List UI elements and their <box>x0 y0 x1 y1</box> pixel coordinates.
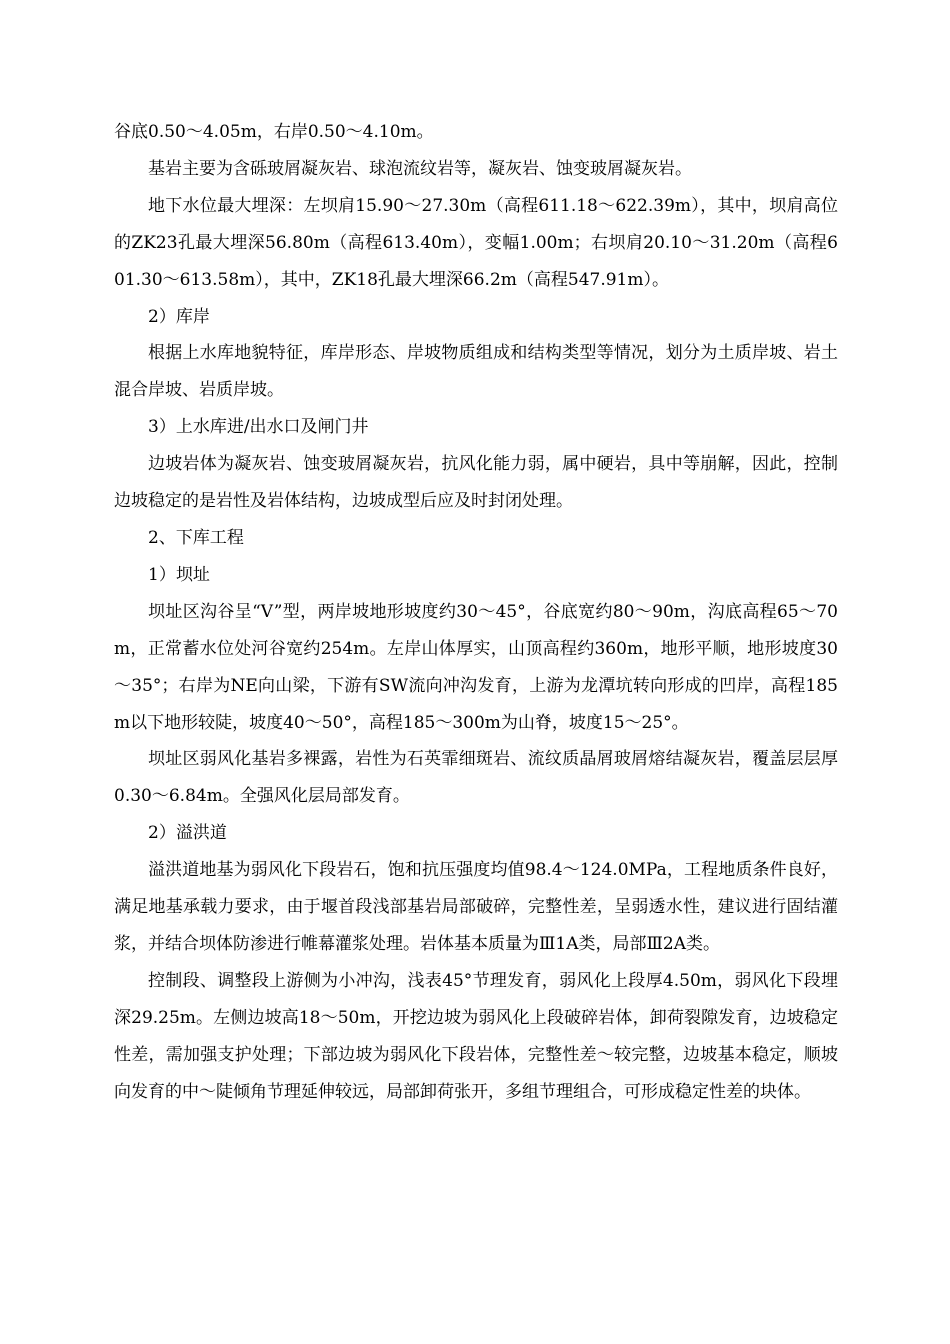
paragraph-5: 边坡岩体为凝灰岩、蚀变玻屑凝灰岩，抗风化能力弱，属中硬岩，具中等崩解，因此，控制边坡稳定的是岩性及岩体结构，边坡成型后应及时封闭处理。 <box>114 454 838 512</box>
paragraph-9: 控制段、调整段上游侧为小冲沟，浅表45°节理发育，弱风化上段厚4.50m，弱风化下段埋深29.25m。左侧边坡高18～50m，开挖边坡为弱风化上段破碎岩体，卸荷裂隙发育，边坡稳定性差，需加强支护处理；下部边坡为弱风化下段岩体，完整性差～较完整，边坡基本稳定，顺坡向发育的中～陡倾角节理延伸较远，局部卸荷张开，多组节理组合，可形成稳定性差的块体。 <box>114 970 838 1102</box>
paragraph-1: 谷底0.50～4.05m，右岸0.50～4.10m。 <box>114 122 434 142</box>
paragraph-3: 地下水位最大埋深：左坝肩15.90～27.30m（高程611.18～622.39m），其中，坝肩高位的ZK23孔最大埋深56.80m（高程613.40m），变幅1.00m；右坝肩20.10～31.20m（高程601.30～613.58m），其中，ZK18孔最大埋深66.2m（高程547.91m）。 <box>114 195 838 290</box>
section-heading-dam-site: 1）坝址 <box>148 564 210 585</box>
section-heading-reservoir-bank: 2）库岸 <box>148 306 210 327</box>
section-heading-intake-outlet: 3）上水库进/出水口及闸门井 <box>148 417 369 438</box>
paragraph-8: 溢洪道地基为弱风化下段岩石，饱和抗压强度均值98.4～124.0MPa，工程地质条件良好，满足地基承载力要求，由于堰首段浅部基岩局部破碎，完整性差，呈弱透水性，建议进行固结灌浆，并结合坝体防渗进行帷幕灌浆处理。岩体基本质量为Ⅲ1A类，局部Ⅲ2A类。 <box>114 860 838 954</box>
document-body <box>114 114 838 1110</box>
section-heading-lower-reservoir: 2、下库工程 <box>148 527 244 548</box>
paragraph-4: 根据上水库地貌特征，库岸形态、岸坡物质组成和结构类型等情况，划分为土质岸坡、岩土混合岸坡、岩质岸坡。 <box>114 343 838 401</box>
paragraph-7: 坝址区弱风化基岩多裸露，岩性为石英霏细斑岩、流纹质晶屑玻屑熔结凝灰岩，覆盖层层厚0.30～6.84m。全强风化层局部发育。 <box>114 749 838 807</box>
paragraph-2: 基岩主要为含砾玻屑凝灰岩、球泡流纹岩等，凝灰岩、蚀变玻屑凝灰岩。 <box>148 158 692 179</box>
section-heading-spillway: 2）溢洪道 <box>148 823 227 844</box>
paragraph-6: 坝址区沟谷呈“V”型，两岸坡地形坡度约30～45°，谷底宽约80～90m，沟底高程65～70m，正常蓄水位处河谷宽约254m。左岸山体厚实，山顶高程约360m，地形平顺，地形坡度30～35°；右岸为NE向山梁，下游有SW流向冲沟发育，上游为龙潭坑转向形成的凹岸，高程185m以下地形较陡，坡度40～50°，高程185～300m为山脊，坡度15～25°。 <box>114 601 838 733</box>
